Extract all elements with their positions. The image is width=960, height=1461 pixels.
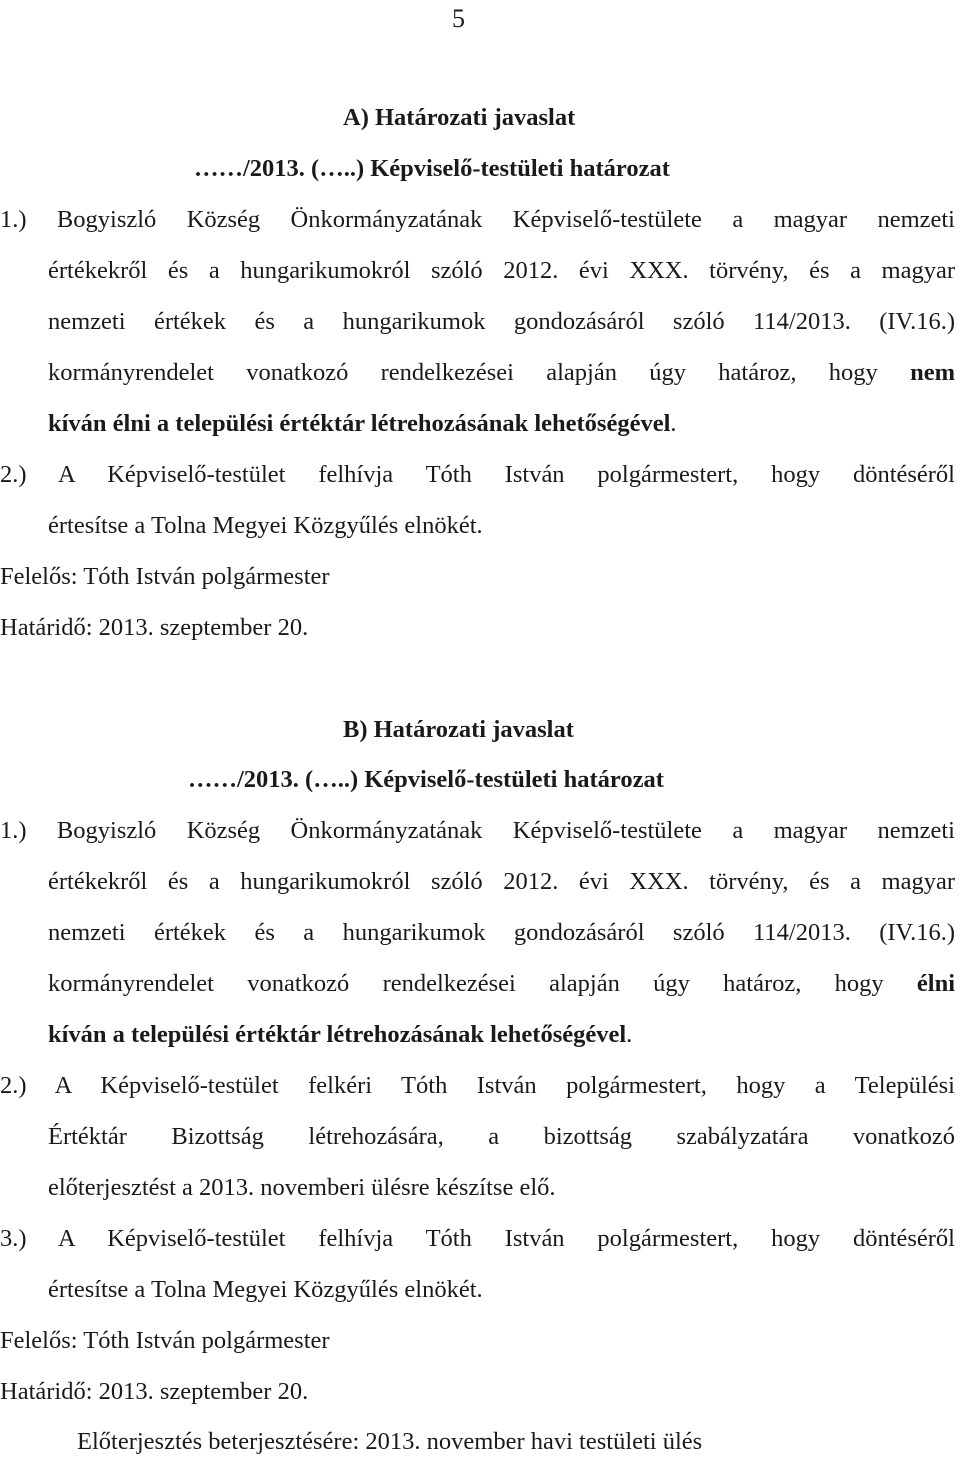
page-number: 5: [452, 4, 465, 33]
section-a-resolution-title: ……/2013. (…..) Képviselő-testületi határozat: [194, 155, 670, 182]
section-b-item1-line4: [48, 972, 955, 997]
section-a-item1-line5: [48, 412, 677, 437]
section-b-item3-line2: értesítse a Tolna Megyei Közgyűlés elnökét.: [48, 1276, 483, 1303]
section-a-responsible: Felelős: Tóth István polgármester: [0, 563, 330, 590]
section-b-deadline: Határidő: 2013. szeptember 20.: [0, 1378, 309, 1405]
section-b-item3-line1: 3.) A Képviselő-testület felhívja Tóth István polgármestert, hogy döntéséről: [0, 1225, 955, 1252]
section-a-item1-line3: nemzeti értékek és a hungarikumok gondozásáról szóló 114/2013. (IV.16.): [48, 308, 955, 335]
section-a-item1-line1: 1.) Bogyiszló Község Önkormányzatának Képviselő-testülete a magyar nemzeti: [0, 206, 955, 233]
section-a-decision-phrase: kíván élni a települési értéktár létrehozásának lehetőségével: [48, 410, 671, 437]
section-b-item1-line5: [48, 1023, 632, 1048]
footer-note: Előterjesztés beterjesztésére: 2013. november havi testületi ülés: [77, 1428, 703, 1455]
section-b-item2-line1: 2.) A Képviselő-testület felkéri Tóth István polgármestert, hogy a Települési: [0, 1072, 955, 1099]
section-b-item1-line4-text: kormányrendelet vonatkozó rendelkezései alapján úgy határoz, hogy: [48, 970, 884, 997]
section-a-item2-line2: értesítse a Tolna Megyei Közgyűlés elnökét.: [48, 512, 483, 539]
section-b-item1-line3: nemzeti értékek és a hungarikumok gondozásáról szóló 114/2013. (IV.16.): [48, 919, 955, 946]
section-b-item1-line1: 1.) Bogyiszló Község Önkormányzatának Képviselő-testülete a magyar nemzeti: [0, 817, 955, 844]
section-a-deadline: Határidő: 2013. szeptember 20.: [0, 614, 309, 641]
section-b-decision-word: élni: [916, 970, 956, 997]
section-b-resolution-title: ……/2013. (…..) Képviselő-testületi határozat: [188, 766, 664, 793]
section-b-item2-line2: Értéktár Bizottság létrehozására, a bizottság szabályzatára vonatkozó: [48, 1123, 955, 1150]
section-b-responsible: Felelős: Tóth István polgármester: [0, 1327, 330, 1354]
section-b-heading: B) Határozati javaslat: [343, 716, 574, 743]
section-a-heading: A) Határozati javaslat: [343, 104, 576, 131]
section-b-item2-line3: előterjesztést a 2013. novemberi ülésre készítse elő.: [48, 1174, 556, 1201]
section-a-decision-word: nem: [910, 359, 956, 386]
section-a-item1-line4: [48, 361, 955, 386]
section-a-item2-line1: 2.) A Képviselő-testület felhívja Tóth István polgármestert, hogy döntéséről: [0, 461, 955, 488]
section-a-item1-line2: értékekről és a hungarikumokról szóló 2012. évi XXX. törvény, és a magyar: [48, 257, 955, 284]
section-b-decision-phrase: kíván a települési értéktár létrehozásának lehetőségével: [48, 1021, 627, 1048]
section-b-item1-line5-end: .: [626, 1021, 633, 1048]
section-b-item1-line2: értékekről és a hungarikumokról szóló 2012. évi XXX. törvény, és a magyar: [48, 868, 955, 895]
section-a-item1-line5-end: .: [670, 410, 677, 437]
section-a-item1-line4-text: kormányrendelet vonatkozó rendelkezései alapján úgy határoz, hogy: [48, 359, 878, 386]
